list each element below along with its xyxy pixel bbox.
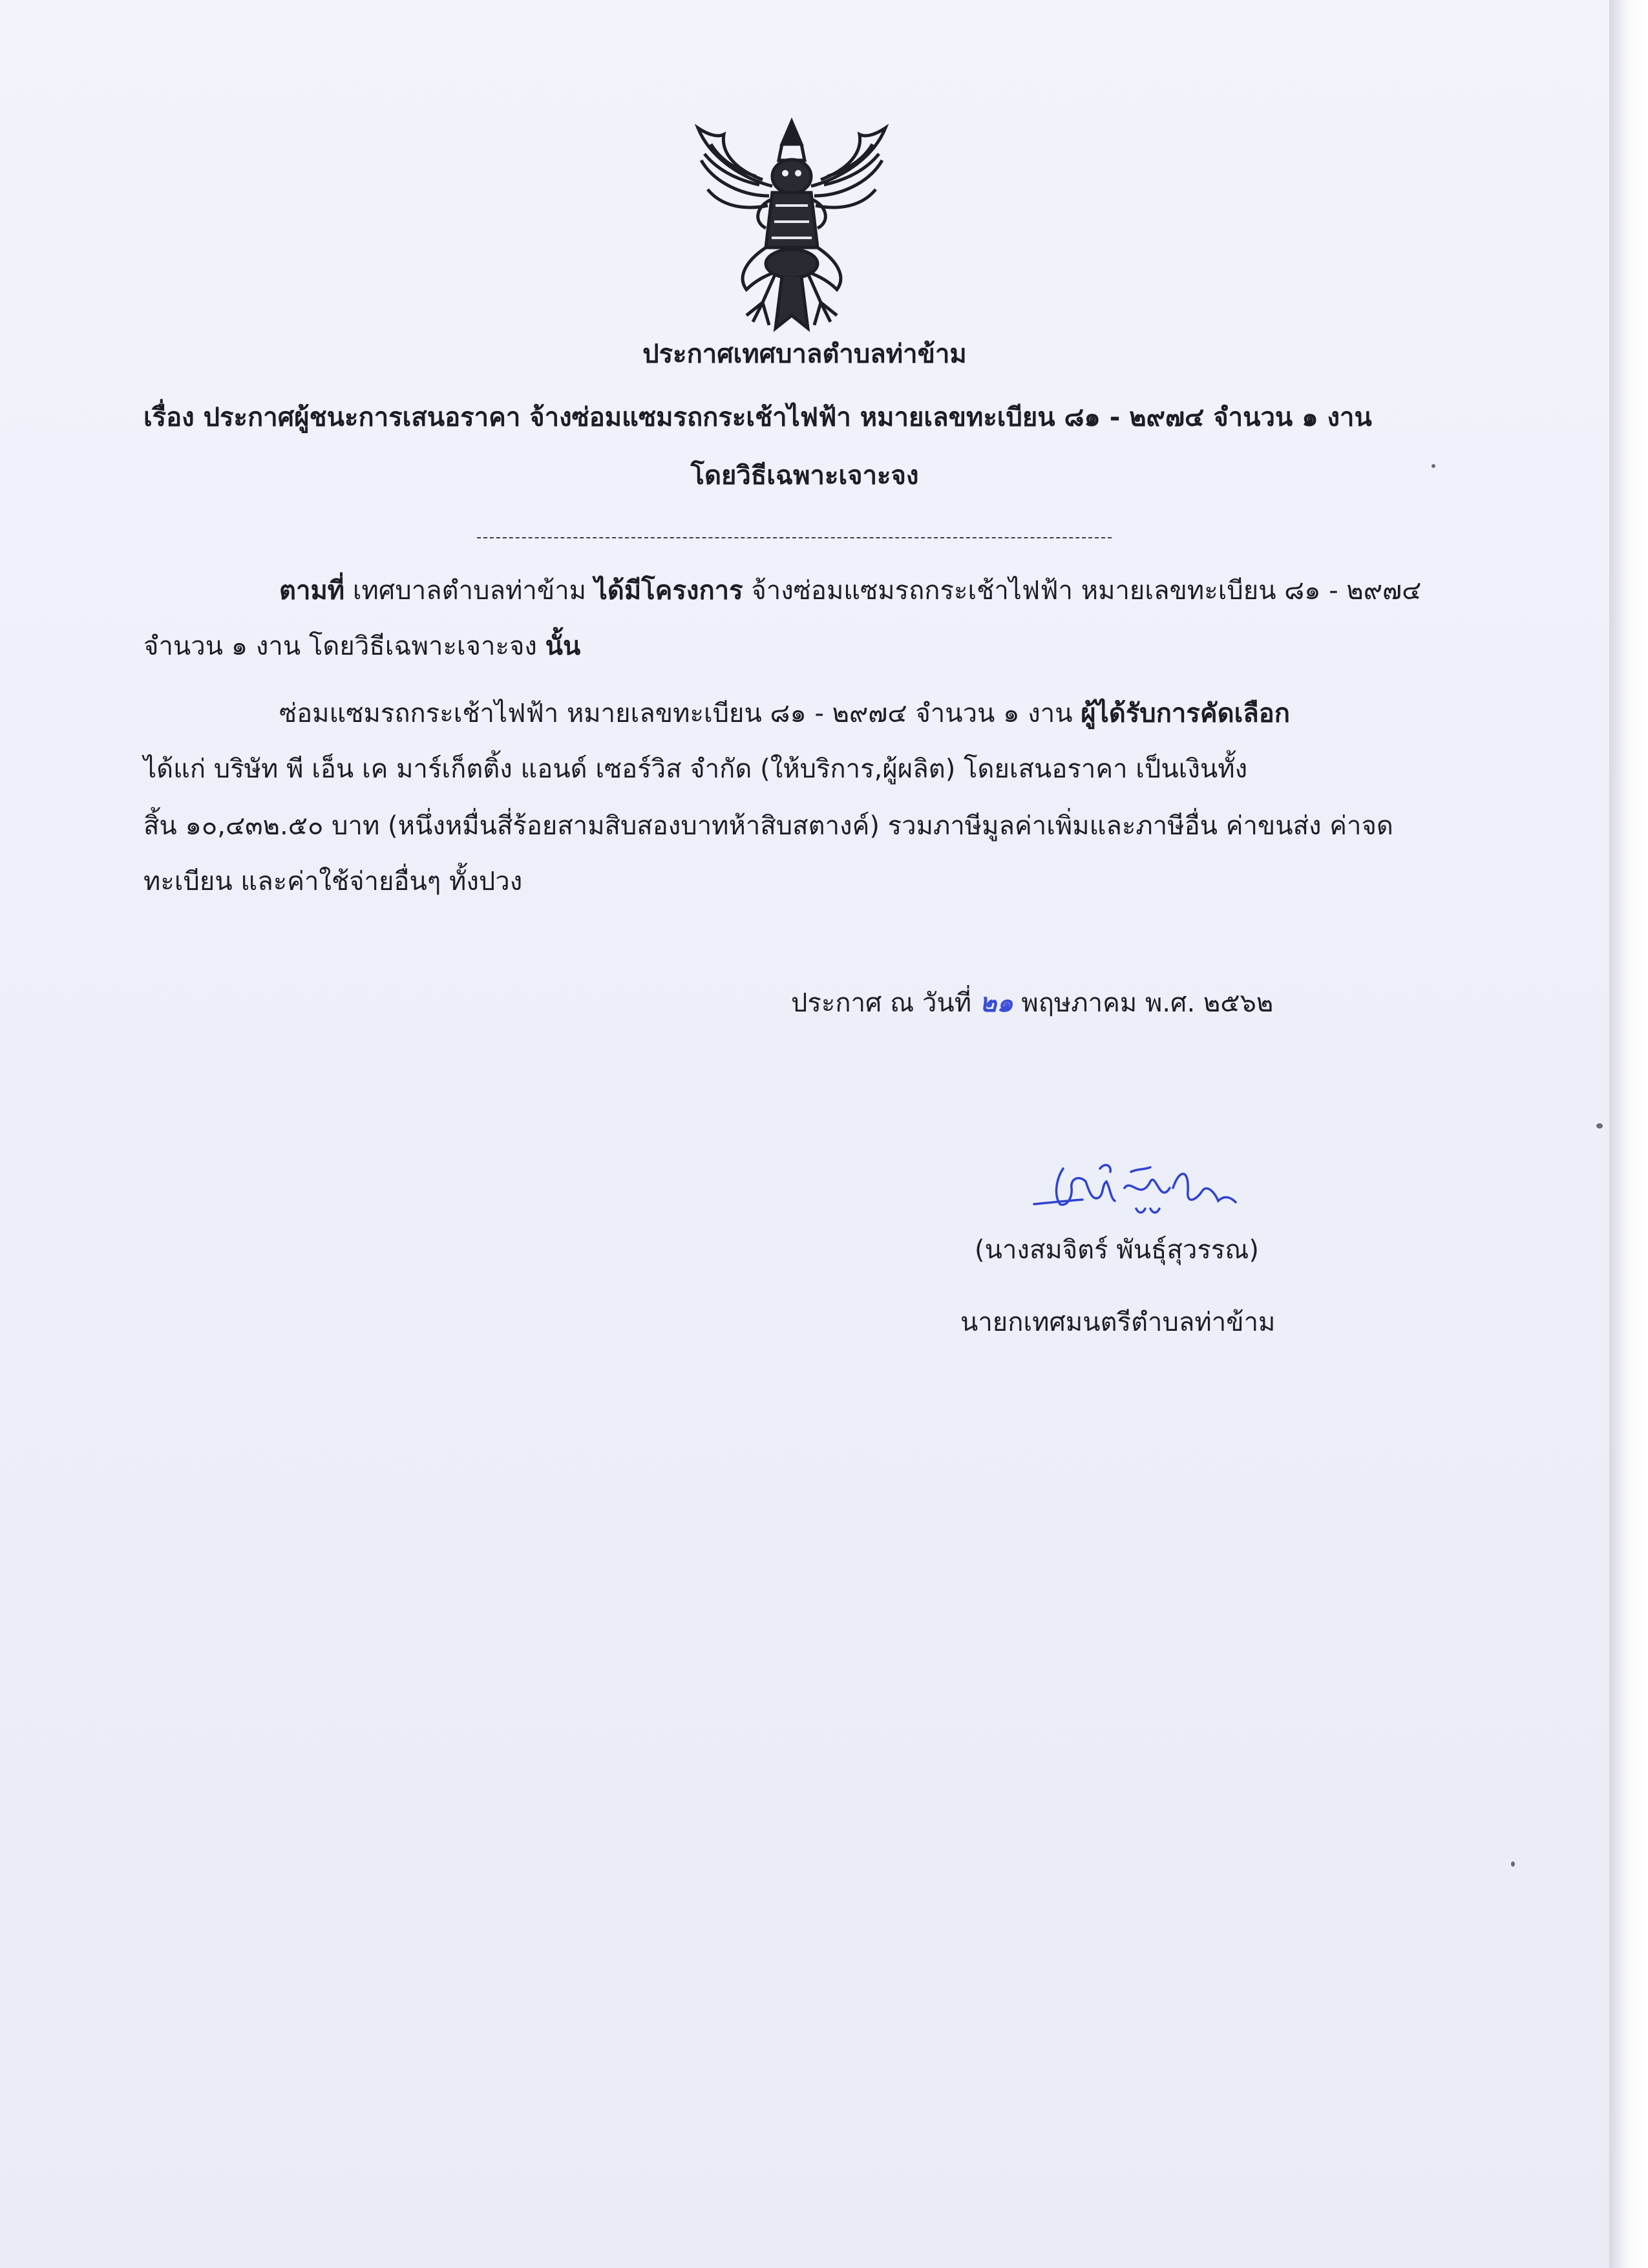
subject-label: เรื่อง [143,403,195,432]
p1-project: จ้างซ่อมแซมรถกระเช้าไฟฟ้า หมายเลขทะเบียน ๘๑ - ๒๙๗๔ [743,576,1422,606]
p2-winner-label: ผู้ได้รับการคัดเลือก [1081,699,1291,728]
p1-project-label: ได้มีโครงการ [594,576,743,606]
p1-agency: เทศบาลตำบลท่าข้าม [344,576,595,606]
scan-speck [1431,464,1435,468]
paragraph-2-line-1 [279,695,1290,732]
subject-line [143,399,1372,436]
procurement-method: โดยวิธีเฉพาะเจาะจง [690,461,919,491]
header-divider [477,537,1112,538]
date-prefix: ประกาศ ณ วันที่ [791,988,972,1018]
date-month-year: พฤษภาคม พ.ศ. ๒๕๖๒ [1021,988,1274,1018]
scan-speck [1511,1861,1515,1867]
signatory-name: (นางสมจิตร์ พันธุ์สุวรรณ) [975,1235,1260,1265]
subject-text: ประกาศผู้ชนะการเสนอราคา จ้างซ่อมแซมรถกระเช้าไฟฟ้า หมายเลขทะเบียน ๘๑ - ๒๙๗๔ จำนวน ๑ งาน [203,403,1372,432]
garuda-emblem-icon [685,109,898,341]
paragraph-1-line-2 [143,628,580,664]
p2-item: ซ่อมแซมรถกระเช้าไฟฟ้า หมายเลขทะเบียน ๘๑ - ๒๙๗๔ จำนวน ๑ งาน [279,699,1081,728]
announcement-date [791,985,1273,1021]
paragraph-2-line-3: สิ้น ๑๐,๔๓๒.๕๐ บาท (หนึ่งหมื่นสี่ร้อยสามสิบสองบาทห้าสิบสตางค์) รวมภาษีมูลค่าเพิ่มและภาษีอื่น ค่าขนส่ง ค่าจด [143,811,1393,841]
announcement-title: ประกาศเทศบาลตำบลท่าข้าม [642,339,967,369]
p1-intro: ตามที่ [279,576,345,606]
page-edge [1609,0,1648,2268]
paragraph-2-line-4: ทะเบียน และค่าใช้จ่ายอื่นๆ ทั้งปวง [143,867,523,896]
date-day: ๒๑ [979,988,1013,1018]
scan-speck [1596,1123,1603,1129]
p1-quantity: จำนวน ๑ งาน โดยวิธีเฉพาะเจาะจง [143,631,545,661]
paragraph-1-line-1 [279,573,1421,609]
p1-closing: นั้น [545,631,581,661]
handwritten-signature [1028,1143,1241,1220]
signatory-position: นายกเทศมนตรีตำบลท่าข้าม [960,1308,1276,1337]
paragraph-2-line-2: ได้แก่ บริษัท พี เอ็น เค มาร์เก็ตติ้ง แอนด์ เซอร์วิส จำกัด (ให้บริการ,ผู้ผลิต) โดยเสนอราคา เป็นเงินทั้ง [143,754,1248,784]
